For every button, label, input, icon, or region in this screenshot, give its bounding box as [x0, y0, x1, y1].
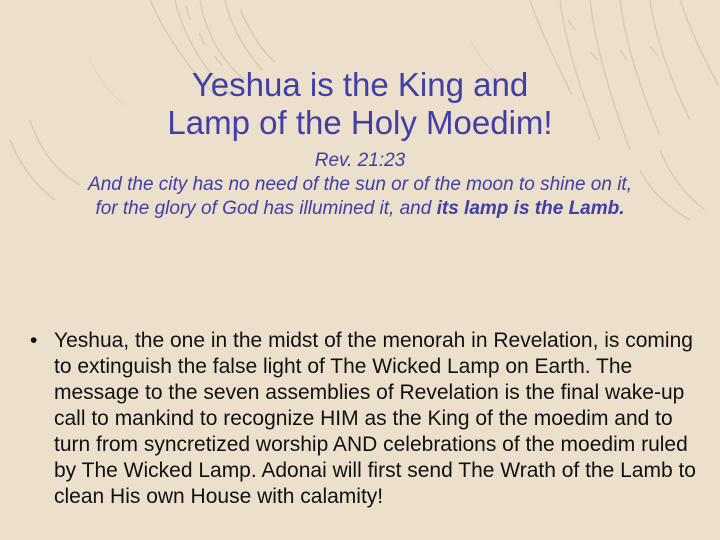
verse-emphasis: its lamp is the Lamb.: [436, 198, 625, 219]
slide-title: [60, 66, 660, 142]
title-line-2: Lamp of the Holy Moedim!: [167, 104, 553, 141]
verse-line-2: [20, 197, 700, 221]
verse-line-2-text: for the glory of God has illumined it, and: [95, 198, 437, 219]
bullet-dot: •: [30, 329, 38, 352]
verse-block: [20, 149, 700, 221]
bullet-point: [30, 328, 706, 510]
title-line-1: Yeshua is the King and: [191, 66, 529, 103]
bullet-text: Yeshua, the one in the midst of the menorah in Revelation, is coming to extinguish the false light of The Wicked Lamp on Earth. The message to the seven assemblies of Revelation is the final wake-up call to mankind to recognize HIM as the King of the moedim and to turn from syncretized worship AND celebrations of the moedim ruled by The Wicked Lamp. Adonai will first send The Wrath of the Lamb to clean His own House with calamity!: [54, 329, 696, 508]
verse-reference: Rev. 21:23: [314, 150, 406, 171]
verse-line-1: And the city has no need of the sun or of the moon to shine on it,: [88, 174, 632, 195]
